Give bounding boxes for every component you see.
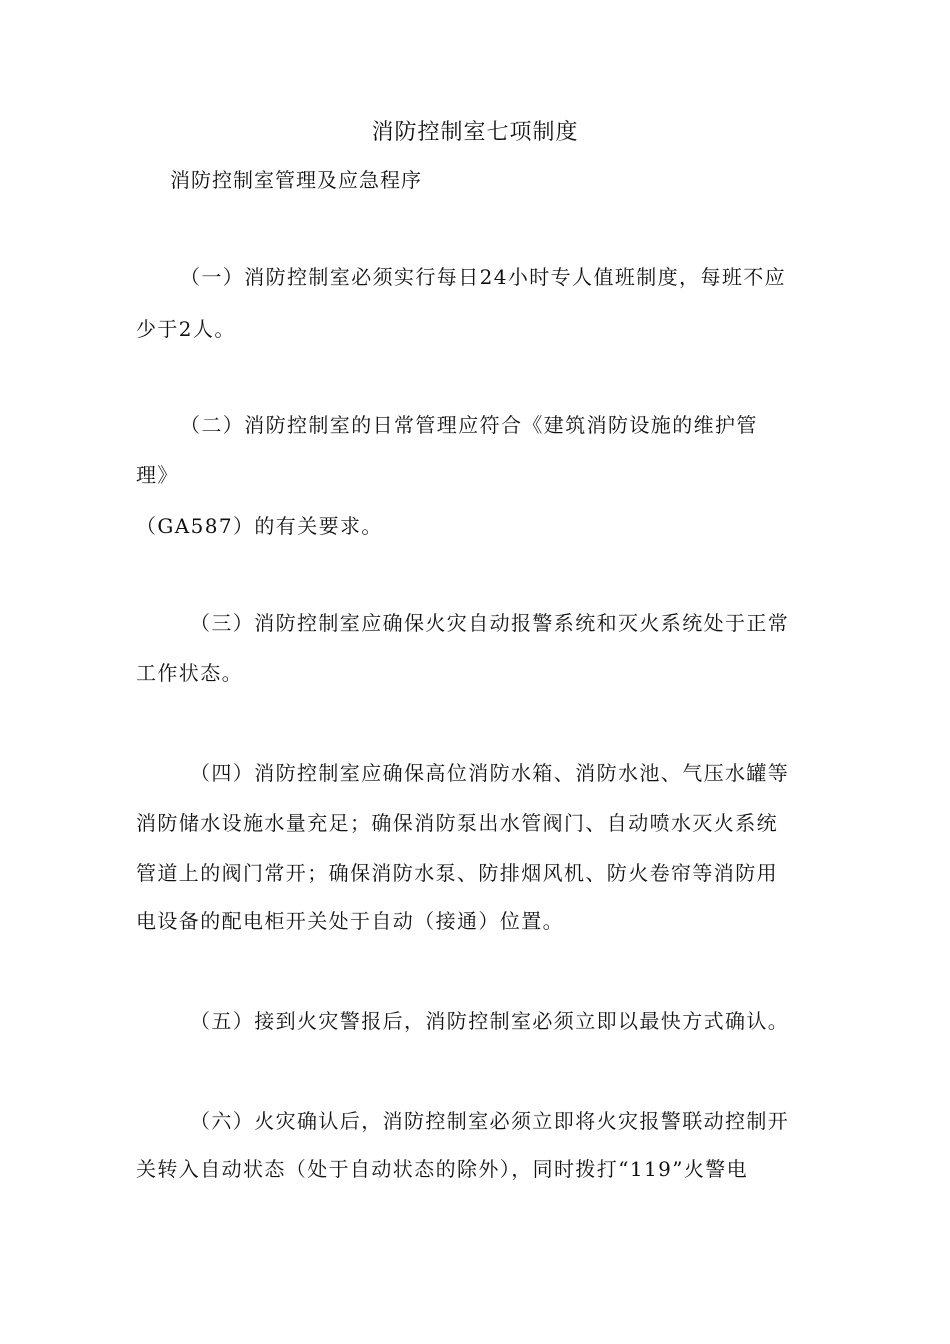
paragraph-2-line-3: （GA587）的有关要求。 (136, 514, 383, 538)
paragraph-4-line-4: 电设备的配电柜开关处于自动（接通）位置。 (136, 909, 564, 933)
paragraph-2-line-1: （二）消防控制室的日常管理应符合《建筑消防设施的维护管 (180, 413, 758, 437)
paragraph-6-line-2: 关转入自动状态（处于自动状态的除外），同时拨打“119”火警电 (136, 1157, 749, 1181)
paragraph-4-line-3: 管道上的阀门常开；确保消防水泵、防排烟风机、防火卷帘等消防用 (136, 861, 778, 885)
document-title: 消防控制室七项制度 (371, 120, 579, 145)
paragraph-3-line-2: 工作状态。 (136, 661, 243, 685)
paragraph-1-line-1: （一）消防控制室必须实行每日24小时专人值班制度，每班不应 (180, 265, 787, 289)
paragraph-3-line-1: （三）消防控制室应确保火灾自动报警系统和灭火系统处于正常 (190, 611, 790, 635)
paragraph-1-line-2: 少于2人。 (136, 317, 236, 341)
paragraph-2-line-2: 理》 (136, 463, 179, 487)
paragraph-6-line-1: （六）火灾确认后，消防控制室必须立即将火灾报警联动控制开 (190, 1109, 790, 1133)
paragraph-4-line-2: 消防储水设施水量充足；确保消防泵出水管阀门、自动喷水灭火系统 (136, 811, 778, 835)
paragraph-4-line-1: （四）消防控制室应确保高位消防水箱、消防水池、气压水罐等 (190, 761, 790, 785)
paragraph-5-line-1: （五）接到火灾警报后，消防控制室必须立即以最快方式确认。 (190, 1009, 790, 1033)
document-subtitle: 消防控制室管理及应急程序 (170, 168, 422, 192)
